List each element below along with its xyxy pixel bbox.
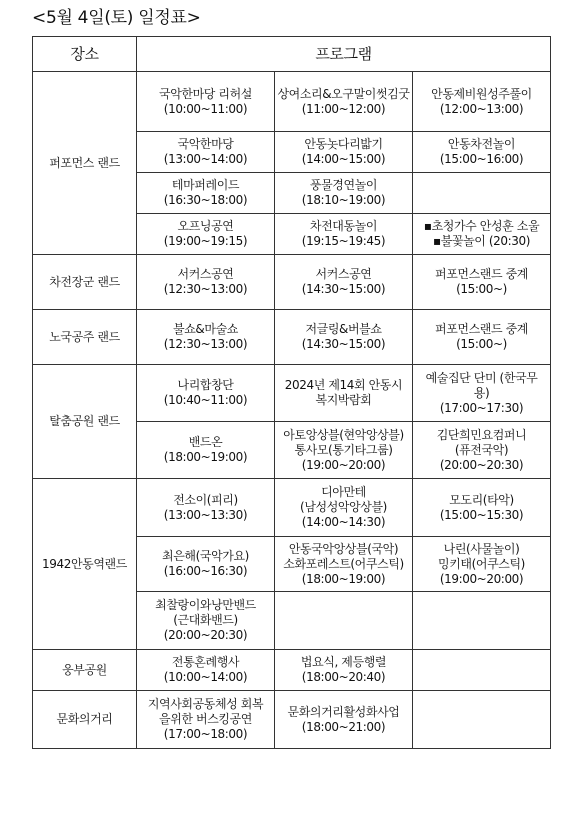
location-cell: 퍼포먼스 랜드 — [33, 72, 137, 255]
program-time: (16:30~18:00) — [163, 193, 248, 207]
program-time: (19:00~19:15) — [163, 234, 248, 248]
program-time: (18:00~21:00) — [301, 719, 386, 734]
program-name: 을위한 버스킹공연 — [159, 712, 252, 726]
program-time: (19:00~20:00) — [439, 571, 524, 586]
empty-cell — [413, 173, 551, 214]
program-time: (14:00~15:00) — [301, 152, 386, 166]
table-row — [33, 691, 551, 749]
program-time: (10:00~14:00) — [163, 670, 248, 684]
program-name: 풍물경연놀이 — [309, 178, 378, 192]
program-cell — [137, 173, 275, 214]
program-name: 복지박람회 — [315, 393, 372, 407]
program-cell — [137, 422, 275, 479]
program-note: ▪초청가수 안성훈 소울 — [423, 219, 540, 233]
program-cell — [413, 479, 551, 537]
program-cell — [275, 691, 413, 749]
program-name: 소화포레스트(어쿠스틱) — [283, 556, 404, 571]
program-name: 상여소리&오구말이썻김굿 — [277, 86, 410, 101]
program-cell — [275, 132, 413, 173]
program-time: (15:00~16:00) — [439, 152, 524, 166]
program-name: 안동놋다리밟기 — [304, 137, 383, 151]
location-cell: 문화의거리 — [33, 691, 137, 749]
program-name: 문화의거리활성화사업 — [287, 704, 400, 719]
program-name: 안동차전놀이 — [447, 137, 516, 151]
program-name: 나린(사물놀이) — [443, 541, 520, 556]
location-cell: 1942안동역랜드 — [33, 479, 137, 650]
location-cell: 노국공주 랜드 — [33, 310, 137, 365]
program-cell — [275, 650, 413, 691]
program-cell — [275, 72, 413, 132]
program-name: 법요식, 제등행렬 — [300, 655, 387, 669]
program-time: (14:00~14:30) — [301, 515, 386, 529]
program-name: 서커스공연 — [177, 267, 234, 281]
program-name: 나리합창단 — [177, 378, 234, 392]
program-name: 전통혼례행사 — [171, 655, 240, 669]
program-name: 밍키태(어쿠스틱) — [438, 556, 525, 571]
program-time: (15:00~) — [456, 282, 507, 296]
program-time: (18:00~19:00) — [163, 450, 248, 464]
program-cell — [137, 365, 275, 422]
program-name: 퍼포먼스랜드 중계 — [435, 267, 528, 281]
program-time: (11:00~12:00) — [301, 101, 386, 116]
program-time: (19:00~20:00) — [301, 457, 386, 472]
empty-cell — [275, 592, 413, 650]
empty-cell — [413, 691, 551, 749]
program-cell — [137, 72, 275, 132]
page-title: <5월 4일(토) 일정표> — [32, 8, 201, 28]
program-cell — [275, 365, 413, 422]
program-name: 서커스공연 — [315, 267, 372, 281]
program-time: (13:00~13:30) — [163, 507, 248, 522]
program-cell — [137, 592, 275, 650]
program-cell — [275, 255, 413, 310]
program-name: 차전대동놀이 — [309, 219, 378, 233]
location-cell: 웅부공원 — [33, 650, 137, 691]
program-cell — [413, 422, 551, 479]
program-cell — [137, 132, 275, 173]
empty-cell — [413, 592, 551, 650]
program-name: 용) — [473, 385, 490, 400]
table-row — [33, 310, 551, 365]
program-cell — [137, 650, 275, 691]
program-name: 안동제비원성주풀이 — [431, 86, 532, 101]
table-row — [33, 72, 551, 132]
table-row — [33, 479, 551, 537]
program-cell — [275, 422, 413, 479]
program-name: 밴드온 — [188, 435, 223, 449]
program-name: 모도리(타악) — [449, 492, 514, 507]
program-name: 퍼포먼스랜드 중계 — [435, 322, 528, 336]
program-name: 국악한마당 — [177, 137, 234, 151]
location-cell: 차전장군 랜드 — [33, 255, 137, 310]
program-cell — [137, 255, 275, 310]
program-name: 테마퍼레이드 — [171, 178, 240, 192]
program-cell — [413, 255, 551, 310]
program-cell — [137, 214, 275, 255]
program-notes-cell — [413, 214, 551, 255]
program-time: (12:30~13:00) — [163, 337, 248, 351]
program-name: 오프닝공연 — [177, 219, 234, 233]
program-name: (퓨전국악) — [454, 442, 509, 457]
program-time: (18:10~19:00) — [301, 193, 386, 207]
program-name: 최찰랑이와낭만밴드 — [155, 598, 256, 612]
program-time: (14:30~15:00) — [301, 337, 386, 351]
schedule-table — [32, 36, 551, 749]
program-name: 국악한마당 리허설 — [159, 86, 252, 101]
location-header: 장소 — [33, 37, 137, 72]
program-name: 김단희민요컴퍼니 — [436, 427, 527, 442]
program-name: 전소이(피리) — [173, 492, 238, 507]
program-time: (18:00~20:40) — [301, 670, 386, 684]
location-cell: 탈춤공원 랜드 — [33, 365, 137, 479]
program-cell — [413, 537, 551, 592]
program-cell — [275, 479, 413, 537]
program-name: 최은해(국악가요) — [162, 549, 249, 563]
program-cell — [275, 173, 413, 214]
program-cell — [413, 132, 551, 173]
program-time: (20:00~20:30) — [439, 457, 524, 472]
program-time: (15:00~) — [456, 337, 507, 351]
table-row — [33, 650, 551, 691]
program-cell — [137, 479, 275, 537]
program-time: (17:00~17:30) — [439, 400, 524, 415]
program-time: (10:40~11:00) — [163, 393, 248, 407]
program-cell — [275, 214, 413, 255]
program-cell — [137, 310, 275, 365]
program-name: 아토앙상블(현악앙상블) — [283, 427, 404, 442]
program-note: ▪불꽃놀이 (20:30) — [432, 234, 531, 248]
program-time: (19:15~19:45) — [301, 234, 386, 248]
program-cell — [413, 72, 551, 132]
program-time: (10:00~11:00) — [163, 101, 248, 116]
program-time: (18:00~19:00) — [301, 571, 386, 586]
program-cell — [137, 537, 275, 592]
program-name: 예술집단 단미 (한국무 — [425, 370, 538, 385]
program-name: 안동국악앙상블(국악) — [288, 541, 399, 556]
program-name: 2024년 제14회 안동시 — [284, 378, 403, 392]
program-time: (12:00~13:00) — [439, 101, 524, 116]
program-name: 불쇼&마술쇼 — [173, 322, 238, 336]
program-time: (15:00~15:30) — [439, 507, 524, 522]
program-cell — [413, 310, 551, 365]
program-name: (남성성악앙상블) — [300, 500, 387, 514]
header-row — [33, 37, 551, 72]
program-cell — [137, 691, 275, 749]
program-time: (16:00~16:30) — [163, 564, 248, 578]
empty-cell — [413, 650, 551, 691]
table-row — [33, 365, 551, 422]
program-cell — [413, 365, 551, 422]
program-header: 프로그램 — [137, 37, 551, 72]
program-time: (17:00~18:00) — [163, 727, 248, 741]
program-cell — [275, 310, 413, 365]
program-name: 저글링&버블쇼 — [305, 322, 382, 336]
program-name: 디아만테 — [321, 485, 366, 499]
program-name: 통사모(통기타그룹) — [294, 442, 393, 457]
program-time: (12:30~13:00) — [163, 282, 248, 296]
program-time: (14:30~15:00) — [301, 282, 386, 296]
program-time: (13:00~14:00) — [163, 152, 248, 166]
table-row — [33, 255, 551, 310]
program-cell — [275, 537, 413, 592]
program-name: (근대화밴드) — [173, 613, 238, 627]
program-name: 지역사회공동체성 회복 — [147, 697, 264, 711]
program-time: (20:00~20:30) — [163, 628, 248, 642]
